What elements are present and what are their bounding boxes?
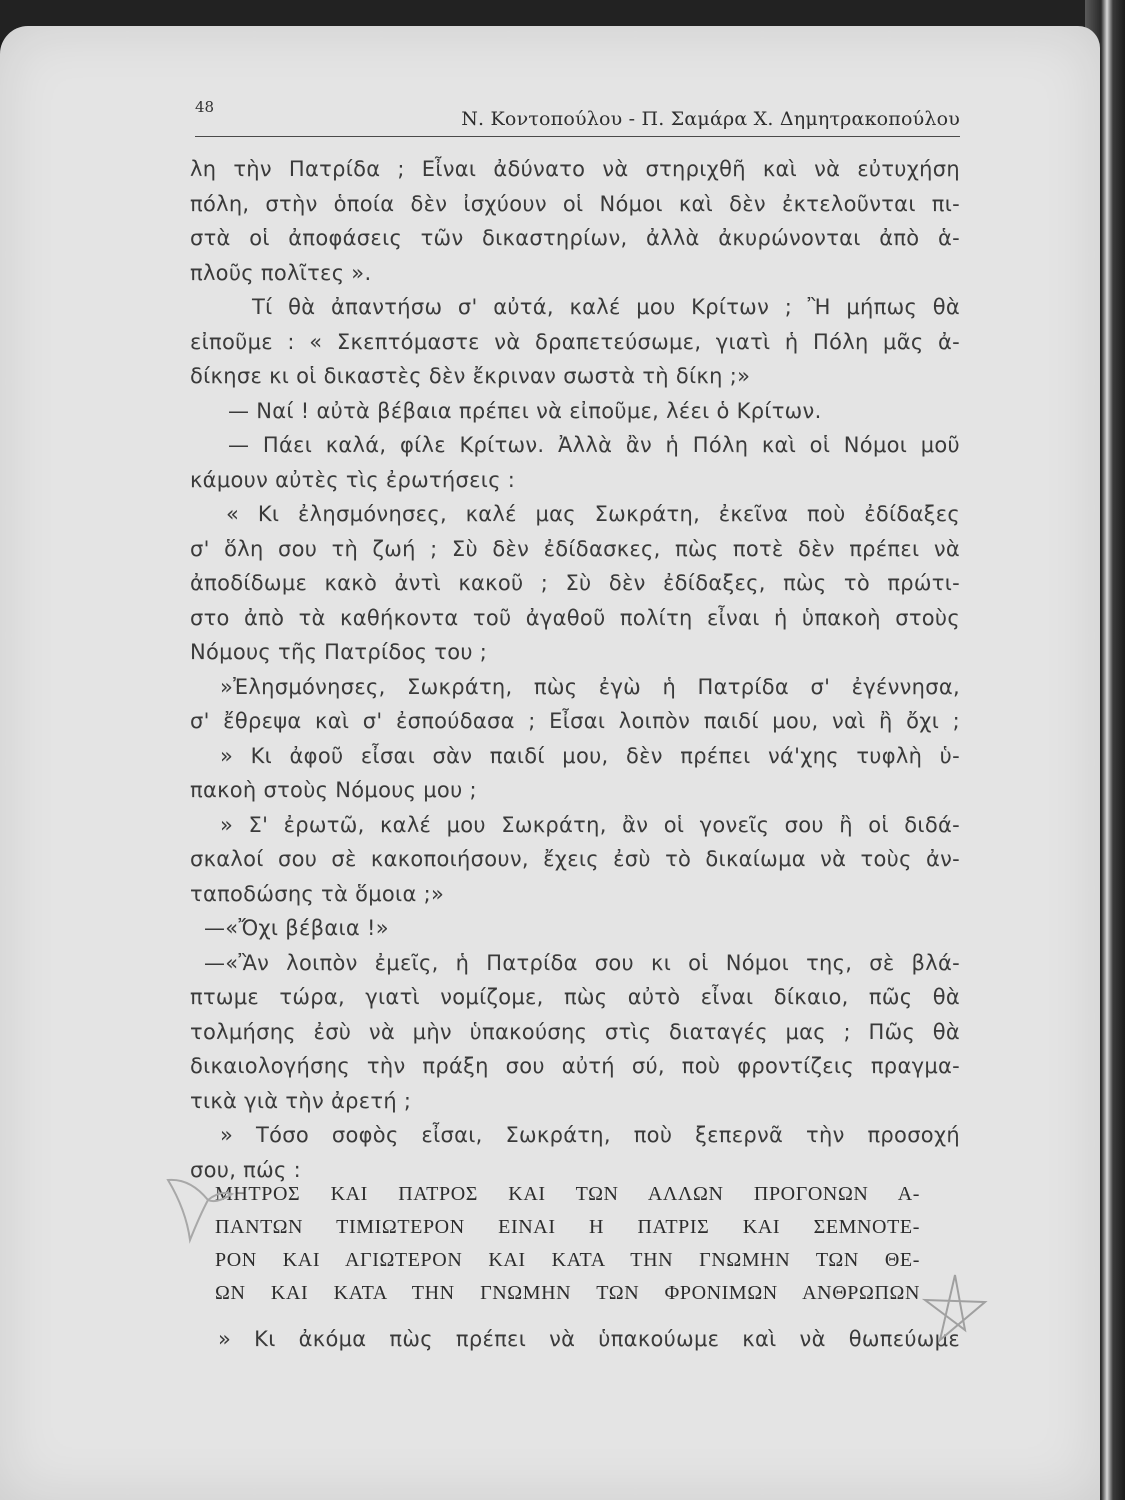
text-line: ἀποδίδωμε κακὸ ἀντὶ κακοῦ ; Σὺ δὲν ἐδίδαξες, πὼς τὸ πρώτι-: [190, 571, 960, 595]
text-line: » Κι ἀκόμα πὼς πρέπει νὰ ὑπακούωμε καὶ νὰ θωπεύωμε: [218, 1327, 960, 1351]
text-line: δικαιολογήσης τὴν πράξη σου αὐτή σύ, ποὺ φροντίζεις πραγμα-: [190, 1054, 960, 1078]
pencil-star-mark-right: [915, 1270, 995, 1350]
text-line: πτωμε τώρα, γιατὶ νομίζομε, πὼς αὐτὸ εἶναι δίκαιο, πῶς θὰ: [190, 985, 960, 1009]
text-line: πακοὴ στοὺς Νόμους μου ;: [190, 778, 477, 802]
text-line: —«Ὄχι βέβαια !»: [204, 916, 389, 940]
text-line: τολμήσης ἐσὺ νὰ μὴν ὑπακούσης στὶς διαταγές μας ; Πῶς θὰ: [190, 1019, 960, 1044]
pencil-star-mark-left: [160, 1160, 240, 1250]
text-line: » Τόσο σοφὸς εἶσαι, Σωκράτη, ποὺ ξεπερνᾶ τὴν προσοχή: [220, 1123, 960, 1147]
text-line: Νόμους τῆς Πατρίδος του ;: [190, 640, 488, 664]
text-line: στὰ οἱ ἀποφάσεις τῶν δικαστηρίων, ἀλλὰ ἀκυρώνονται ἀπὸ ἁ-: [190, 226, 960, 250]
text-line: »Ἐλησμόνησες, Σωκράτη, πὼς ἐγὼ ἡ Πατρίδα σ' ἐγέννησα,: [220, 674, 960, 699]
body-text-continuation: [190, 1322, 960, 1357]
text-line: σου, πώς :: [190, 1157, 301, 1182]
text-line: τικὰ γιὰ τὴν ἀρετή ;: [190, 1088, 412, 1113]
running-head-authors: Ν. Κοντοπούλου - Π. Σαμάρα Χ. Δημητρακοπούλου: [461, 108, 960, 130]
quotation-block: [215, 1178, 920, 1310]
text-line: — Πάει καλά, φίλε Κρίτων. Ἀλλὰ ἂν ἡ Πόλη καὶ οἱ Νόμοι μοῦ: [228, 433, 960, 457]
text-line: λη τὴν Πατρίδα ; Εἶναι ἀδύνατο νὰ στηριχθῆ καὶ νὰ εὐτυχήση: [190, 157, 960, 181]
text-line: σ' ὅλη σου τὴ ζωή ; Σὺ δὲν ἐδίδασκες, πὼς ποτὲ δὲν πρέπει νὰ: [190, 536, 960, 561]
text-line: « Κι ἐλησμόνησες, καλέ μας Σωκράτη, ἐκεῖνα ποὺ ἐδίδαξες: [226, 502, 960, 526]
text-line: ταποδώσης τὰ ὅμοια ;»: [190, 881, 445, 906]
text-line: πόλη, στὴν ὁποία δὲν ἰσχύουν οἱ Νόμοι καὶ δὲν ἐκτελοῦνται πι-: [190, 191, 960, 216]
text-line: —«Ἂν λοιπὸν ἐμεῖς, ἡ Πατρίδα σου κι οἱ Νόμοι της, σὲ βλά-: [204, 950, 960, 975]
page-header: [195, 100, 960, 137]
quote-line: ΜΗΤΡΟΣ ΚΑΙ ΠΑΤΡΟΣ ΚΑΙ ΤΩΝ ΑΛΛΩΝ ΠΡΟΓΟΝΩΝ Α-: [215, 1183, 920, 1205]
text-line: πλοῦς πολῖτες ».: [190, 260, 372, 285]
body-text: [190, 152, 960, 1187]
text-line: Τί θὰ ἀπαντήσω σ' αὐτά, καλέ μου Κρίτων ; Ἢ μήπως θὰ: [252, 295, 960, 319]
quote-line: ΡΟΝ ΚΑΙ ΑΓΙΩΤΕΡΟΝ ΚΑΙ ΚΑΤΑ ΤΗΝ ΓΝΩΜΗΝ ΤΩΝ ΘΕ-: [215, 1249, 920, 1271]
page-number: 48: [195, 98, 215, 116]
text-line: στο ἀπὸ τὰ καθήκοντα τοῦ ἀγαθοῦ πολίτη εἶναι ἡ ὑπακοὴ στοὺς: [190, 605, 960, 630]
quote-line: ΩΝ ΚΑΙ ΚΑΤΑ ΤΗΝ ΓΝΩΜΗΝ ΤΩΝ ΦΡΟΝΙΜΩΝ ΑΝΘΡΩΠΩΝ: [215, 1282, 920, 1304]
text-line: — Ναί ! αὐτὰ βέβαια πρέπει νὰ εἰποῦμε, λέει ὁ Κρίτων.: [228, 398, 822, 423]
quote-line: ΠΑΝΤΩΝ ΤΙΜΙΩΤΕΡΟΝ ΕΙΝΑΙ Η ΠΑΤΡΙΣ ΚΑΙ ΣΕΜΝΟΤΕ-: [215, 1216, 920, 1238]
text-line: εἰποῦμε : « Σκεπτόμαστε νὰ δραπετεύσωμε, γιατὶ ἡ Πόλη μᾶς ἀ-: [190, 329, 960, 354]
text-line: » Κι ἀφοῦ εἶσαι σὰν παιδί μου, δὲν πρέπει νά'χης τυφλὴ ὑ-: [220, 743, 960, 768]
text-line: κάμουν αὐτὲς τὶς ἐρωτήσεις :: [190, 467, 516, 492]
text-line: σ' ἔθρεψα καὶ σ' ἐσπούδασα ; Εἶσαι λοιπὸν παιδί μου, ναὶ ἢ ὄχι ;: [190, 709, 960, 733]
text-line: » Σ' ἐρωτῶ, καλέ μου Σωκράτη, ἂν οἱ γονεῖς σου ἢ οἱ διδά-: [220, 812, 960, 837]
text-line: σκαλοί σου σὲ κακοποιήσουν, ἔχεις ἐσὺ τὸ δικαίωμα νὰ τοὺς ἀν-: [190, 847, 960, 871]
text-line: δίκησε κι οἱ δικαστὲς δὲν ἔκριναν σωστὰ τὴ δίκη ;»: [190, 364, 751, 388]
